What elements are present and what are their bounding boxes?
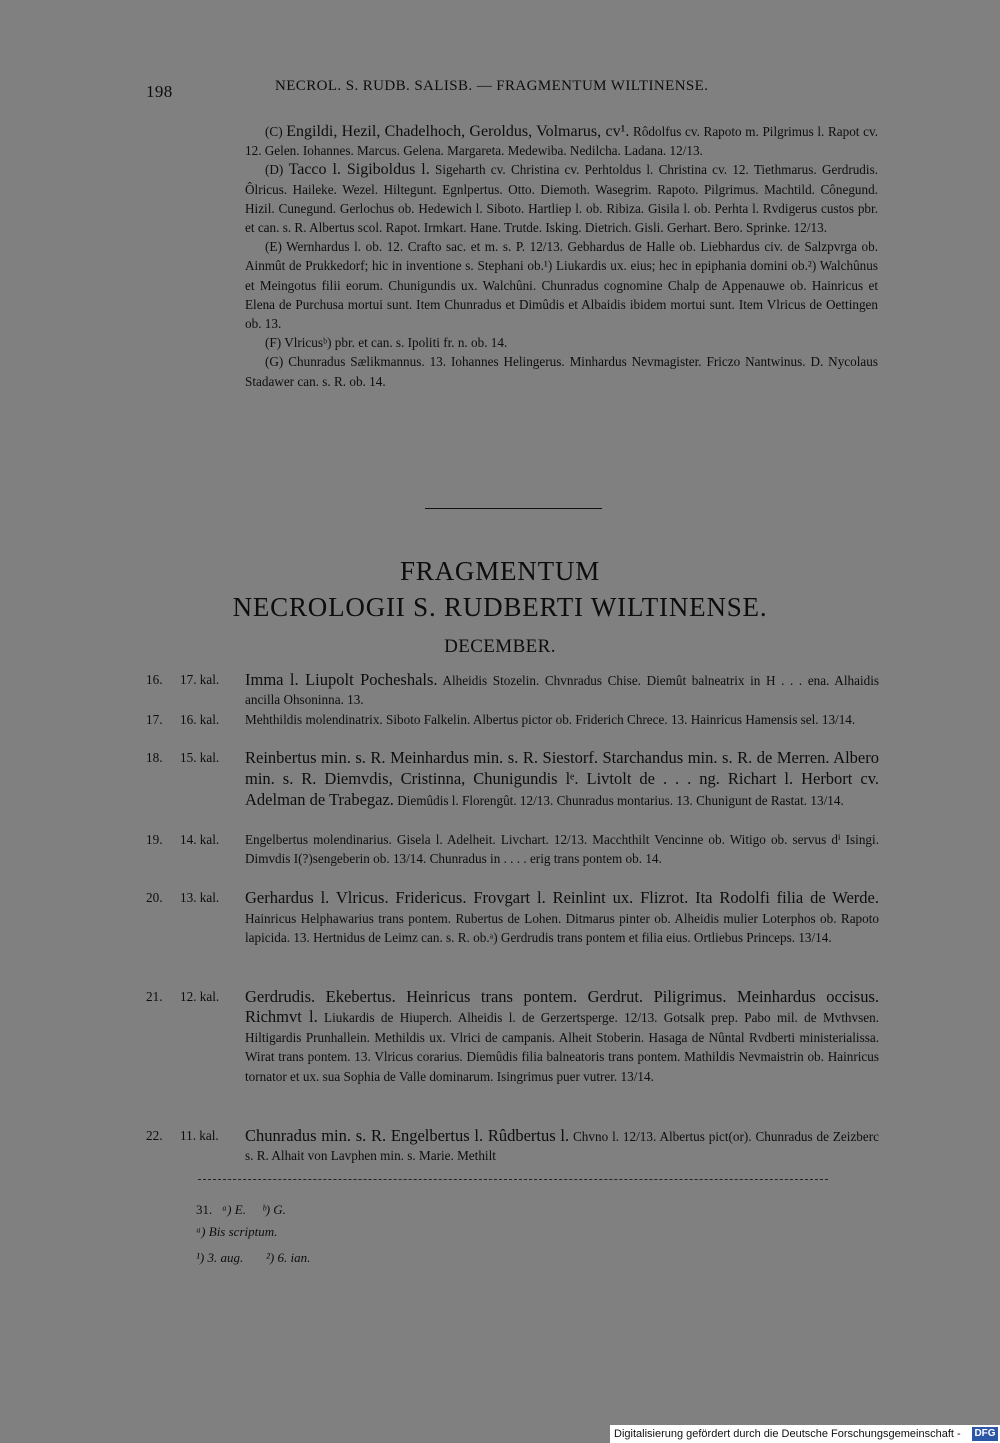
entry-day: 19. bbox=[146, 832, 163, 847]
paragraph-c: (C) Engildi, Hezil, Chadelhoch, Geroldus, Volmarus, cv¹. Rôdolfus cv. Rapoto m. Pilgrimus l. Rapot cv. 12. Gelen. Iohannes. Marcus. Gelena. Margareta. Medewiba. Nedilcha. Ladana. 12/13. bbox=[245, 123, 878, 159]
entry-text: Imma l. Liupolt Pocheshals. Alheidis Stozelin. Chvnradus Chise. Diemût balneatrix in H . . . ena. Alhaidis ancilla Ohsoninna. 13. bbox=[245, 670, 879, 708]
paragraph-d: (D) Tacco l. Sigiboldus l. Sigeharth cv. Christina cv. Perhtoldus l. Christina cv. 12. Tiethmarus. Gerdrudis. Ôlricus. Haileke. Wezel. Hiltegunt. Egnlpertus. Otto. Diemoth. Wasegrim. Rapoto. Pilgrimus. Machtild. Cônegund. Hizil. Cunegund. Gerlochus ob. Hedewich l. Siboto. Hartliep l. ob. Ribiza. Gisila l. ob. Perhta l. Rvdigerus custos pbr. et can. s. R. Albertus scol. Rapot. Irmkart. Hane. Trutde. Isking. Dietrich. Gisli. Gerhart. Bero. Sprinke. 12/13. bbox=[245, 161, 878, 236]
entry-text: Gerdrudis. Ekebertus. Heinricus trans pontem. Gerdrut. Piligrimus. Meinhardus occisus. Richmvt l. Liukardis de Hiuperch. Alheidis l. de Gerzertsperge. 12/13. Gotsalk prep. Pabo mil. de Mvthvsen. Hiltigardis Prunhallein. Methildis ux. Vlrici de campanis. Alheit Stoberin. Hasaga de Nûntal Rvdberti ministerialissa. Wirat trans pontem. 13. Vlricus corarius. Diemûdis filia balneatoris trans pontem. Mathildis Nevmaistrin ob. Hainricus tornator et ux. sua Sophia de Valle dominarum. Isingrimus puer vutrer. 13/14. bbox=[245, 987, 879, 1084]
entry-kal: 15. kal. bbox=[180, 750, 220, 765]
entry-day: 22. bbox=[146, 1128, 163, 1143]
entry-18 bbox=[146, 748, 879, 828]
entry-day: 16. bbox=[146, 672, 163, 687]
entry-text: Chunradus min. s. R. Engelbertus l. Rûdbertus l. Chvno l. 12/13. Albertus pict(or). Chunradus de Zeizberc s. R. Alhait von Lavphen min. s. Marie. Methilt bbox=[245, 1126, 879, 1164]
entry-kal: 13. kal. bbox=[180, 890, 220, 905]
footnote-variants: 31. ᵃ) E. ᵇ) G. bbox=[196, 1202, 286, 1217]
dfg-logo: DFG bbox=[972, 1427, 998, 1441]
title-line-1: FRAGMENTUM bbox=[399, 556, 601, 586]
entry-text: Engelbertus molendinarius. Gisela l. Adelheit. Livchart. 12/13. Macchthilt Vencinne ob. Witigo ob. servus dⁱ Isingi. Dimvdis I(?)sengeberin ob. 13/14. Chunradus in . . . . erig trans pontem ob. 14. bbox=[245, 832, 879, 867]
entry-20 bbox=[146, 888, 879, 988]
footnote-divider bbox=[198, 1179, 828, 1180]
month-heading: DECEMBER. bbox=[444, 636, 556, 657]
paragraph-g: (G) Chunradus Sælikmannus. 13. Iohannes Helingerus. Minhardus Nevmagister. Friczo Nantwinus. D. Nycolaus Stadawer can. s. R. ob. 14. bbox=[245, 354, 878, 389]
entry-day: 17. bbox=[146, 712, 163, 727]
footnote-scriptum: ᵃ) Bis scriptum. bbox=[196, 1224, 278, 1239]
entry-kal: 11. kal. bbox=[180, 1128, 219, 1143]
credit-text: Digitalisierung gefördert durch die Deutsche Forschungsgemeinschaft - bbox=[614, 1428, 961, 1440]
entry-16 bbox=[146, 670, 879, 710]
page-number: 198 bbox=[146, 82, 173, 101]
entry-text: Gerhardus l. Vlricus. Fridericus. Frovgart l. Reinlint ux. Flizrot. Ita Rodolfi filia de Werde. Hainricus Helphawarius trans pontem. Rubertus de Lohen. Ditmarus pinter ob. Alheidis mulier Loterphos ob. Rapoto lapicida. 13. Hertnidus de Leimz can. s. R. ob.ᵃ) Gerdrudis trans pontem et filia eius. Ortliebus Princeps. 13/14. bbox=[245, 888, 879, 946]
entry-text: Mehthildis molendinatrix. Siboto Falkelin. Albertus pictor ob. Friderich Chrece. 13. Hainricus Hamensis sel. 13/14. bbox=[245, 712, 856, 727]
section-divider bbox=[425, 508, 602, 509]
entry-day: 18. bbox=[146, 750, 163, 765]
entry-21 bbox=[146, 987, 879, 1127]
entry-kal: 12. kal. bbox=[180, 989, 220, 1004]
footnote-dates: ¹) 3. aug. ²) 6. ian. bbox=[196, 1250, 311, 1265]
entry-kal: 14. kal. bbox=[180, 832, 220, 847]
entry-17 bbox=[146, 710, 879, 750]
entry-day: 21. bbox=[146, 989, 163, 1004]
entry-text: Reinbertus min. s. R. Meinhardus min. s. R. Siestorf. Starchandus min. s. R. de Merren. Albero min. s. R. Diemvdis, Cristinna, Chunigundis lᵉ. Livtolt de . . . ng. Richart l. Herbort cv. Adelman de Trabegaz. Diemûdis l. Florengût. 12/13. Chunradus montarius. 13. Chunigunt de Rastat. 13/14. bbox=[245, 748, 879, 809]
entry-22 bbox=[146, 1126, 879, 1166]
paragraph-f: (F) Vlricusᵇ) pbr. et can. s. Ipoliti fr. n. ob. 14. bbox=[265, 335, 508, 351]
digitization-credit bbox=[610, 1425, 1000, 1443]
title-line-2: NECROLOGII S. RUDBERTI WILTINENSE. bbox=[232, 592, 768, 622]
entry-19 bbox=[146, 830, 879, 890]
paragraph-e: (E) Wernhardus l. ob. 12. Crafto sac. et m. s. P. 12/13. Gebhardus de Halle ob. Liebhardus civ. de Salzpvrga ob. Ainmût de Prukkedorf; hic in inventione s. Stephani ob.¹) Liukardis ux. eius; hec in epiphania domini ob.²) Walchûnus et Meingotus filii eorum. Chunigundis ux. Walchûni. Chunradus cognomine Chalp de Appenauwe ob. Hainricus et Elena de Purchusa mortui sunt. Item Chunradus et Dimûdis et Albaidis ibidem mortui sunt. Item Vlricus de Oettingen ob. 13. bbox=[245, 239, 878, 332]
running-head: NECROL. S. RUDB. SALISB. — FRAGMENTUM WILTINENSE. bbox=[275, 78, 709, 94]
top-section bbox=[245, 122, 878, 391]
entry-kal: 17. kal. bbox=[180, 672, 220, 687]
entry-day: 20. bbox=[146, 890, 163, 905]
entry-kal: 16. kal. bbox=[180, 712, 220, 727]
